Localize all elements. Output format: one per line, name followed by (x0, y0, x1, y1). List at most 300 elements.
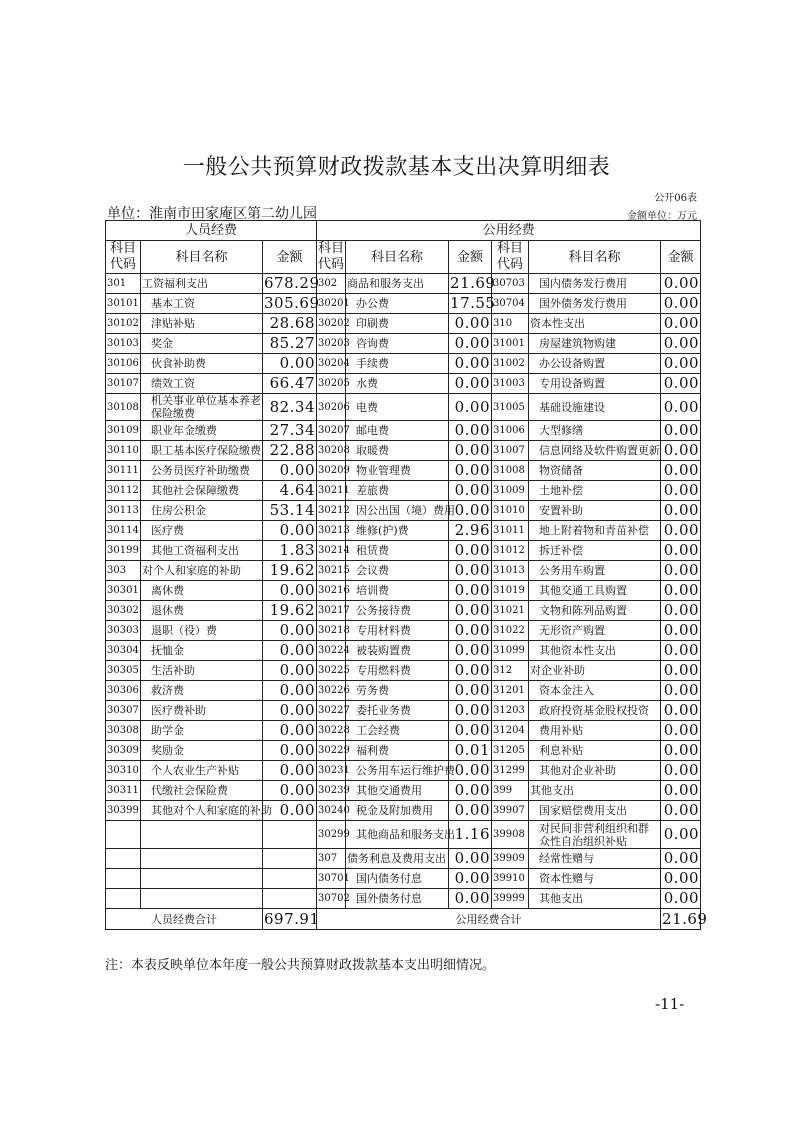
code-cell-public-1: 30216 (317, 581, 346, 601)
amount-cell-personnel: 305.69 (264, 294, 320, 312)
code-cell-personnel: 303 (106, 561, 141, 581)
code-cell-public-2: 39908 (492, 821, 529, 849)
table-row (106, 701, 701, 721)
amount-cell-public-2: 0.00 (661, 581, 701, 601)
name-cell-personnel: 救济费 (141, 681, 263, 701)
name-cell-public-1: 国内债务付息 (346, 869, 449, 889)
amount-cell-public-1: 0.00 (449, 621, 492, 641)
code-cell-public-2: 31204 (492, 721, 529, 741)
code-cell-public-2: 31005 (492, 394, 529, 421)
amount-cell-public-2: 0.00 (661, 394, 701, 421)
amount-cell-public-1: 0.00 (449, 374, 492, 394)
amount-cell-public-1: 0.00 (449, 721, 492, 741)
code-cell-public-1: 30209 (317, 461, 346, 481)
code-cell-personnel: 30108 (106, 394, 141, 421)
page-title: 一般公共预算财政拨款基本支出决算明细表 (182, 155, 611, 180)
table-row (106, 869, 701, 889)
amount-cell-personnel (263, 849, 317, 869)
name-cell-public-1: 专用材料费 (346, 621, 449, 641)
name-cell-personnel: 绩效工资 (141, 374, 263, 394)
name-cell-personnel: 其他对个人和家庭的补助 (141, 801, 263, 821)
amount-cell-personnel: 0.00 (263, 761, 317, 781)
code-cell-public-2: 31010 (492, 501, 529, 521)
name-cell-public-2: 公务用车购置 (529, 561, 661, 581)
table-row (106, 889, 701, 909)
name-cell-personnel: 伙食补助费 (141, 354, 263, 374)
name-cell-public-1: 劳务费 (346, 681, 449, 701)
amount-cell-public-2: 0.00 (661, 821, 701, 849)
amount-cell-personnel: 0.00 (263, 621, 317, 641)
code-cell-personnel: 30110 (106, 441, 141, 461)
name-cell-public-2: 基础设施建设 (529, 394, 661, 421)
code-cell-personnel: 301 (106, 274, 141, 294)
table-row (106, 821, 701, 849)
name-cell-public-2: 对企业补助 (529, 661, 661, 681)
code-cell-personnel: 30306 (106, 681, 141, 701)
amount-cell-personnel: 4.64 (263, 481, 317, 501)
name-cell-public-1: 培训费 (346, 581, 449, 601)
name-cell-public-1: 债务利息及费用支出 (346, 849, 449, 869)
code-cell-personnel: 30199 (106, 541, 141, 561)
code-cell-public-1: 30226 (317, 681, 346, 701)
name-cell-public-1: 咨询费 (346, 334, 449, 354)
name-cell-public-1: 专用燃料费 (346, 661, 449, 681)
amount-unit-label: 金额单位：万元 (627, 211, 697, 222)
header-code-3: 科目 代码 (492, 241, 529, 274)
table-row (106, 461, 701, 481)
amount-cell-personnel: 0.00 (263, 681, 317, 701)
code-cell-personnel: 30305 (106, 661, 141, 681)
form-number: 公开06表 (654, 193, 697, 204)
amount-cell-public-1: 0.00 (449, 501, 492, 521)
amount-cell-personnel: 0.00 (263, 741, 317, 761)
table-row (106, 481, 701, 501)
code-cell-personnel (106, 821, 141, 849)
code-cell-personnel: 30302 (106, 601, 141, 621)
name-cell-public-2: 地上附着物和青苗补偿 (529, 521, 661, 541)
name-cell-public-1: 其他交通费用 (346, 781, 449, 801)
code-cell-public-1: 30217 (317, 601, 346, 621)
name-cell-personnel: 职工基本医疗保险缴费 (141, 441, 263, 461)
amount-cell-personnel: 678.29 (264, 274, 320, 292)
code-cell-public-1: 30218 (317, 621, 346, 641)
table-row (106, 661, 701, 681)
name-cell-personnel: 其他社会保障缴费 (141, 481, 263, 501)
name-cell-public-1: 物业管理费 (346, 461, 449, 481)
code-cell-public-2: 31019 (492, 581, 529, 601)
name-cell-public-2: 费用补贴 (529, 721, 661, 741)
code-cell-public-1: 30201 (317, 294, 346, 314)
amount-cell-public-1: 0.00 (449, 354, 492, 374)
expenditure-table (105, 220, 708, 930)
code-cell-personnel: 30101 (106, 294, 141, 314)
table-row (106, 501, 701, 521)
code-cell-public-1: 30228 (317, 721, 346, 741)
personnel-total-value: 697.91 (264, 909, 320, 928)
code-cell-public-2: 31006 (492, 421, 529, 441)
code-cell-public-1: 30239 (317, 781, 346, 801)
name-cell-public-1: 邮电费 (346, 421, 449, 441)
amount-cell-public-2: 0.00 (661, 274, 701, 294)
footnote: 注：本表反映单位本年度一般公共预算财政拨款基本支出明细情况。 (105, 958, 496, 973)
table-row (106, 641, 701, 661)
code-cell-public-2: 31205 (492, 741, 529, 761)
amount-cell-personnel: 19.62 (263, 561, 317, 581)
code-cell-public-1: 30229 (317, 741, 346, 761)
amount-cell-public-2: 0.00 (661, 354, 701, 374)
amount-cell-public-1: 0.00 (449, 601, 492, 621)
name-cell-public-1: 水费 (346, 374, 449, 394)
amount-cell-public-1: 0.00 (449, 761, 492, 781)
amount-cell-personnel: 22.88 (263, 441, 317, 461)
header-name-2: 科目名称 (346, 241, 449, 274)
name-cell-public-2: 资本性支出 (529, 314, 661, 334)
code-cell-personnel: 30301 (106, 581, 141, 601)
code-cell-personnel: 30304 (106, 641, 141, 661)
name-cell-public-2: 国家赔偿费用支出 (529, 801, 661, 821)
name-cell-personnel (141, 889, 263, 909)
amount-cell-personnel: 85.27 (263, 334, 317, 354)
amount-cell-personnel: 0.00 (263, 801, 317, 821)
name-cell-personnel (141, 821, 263, 849)
name-cell-public-2: 土地补偿 (529, 481, 661, 501)
name-cell-personnel (141, 849, 263, 869)
amount-cell-public-1: 0.00 (449, 581, 492, 601)
code-cell-public-2: 31007 (492, 441, 529, 461)
header-code-1: 科目 代码 (106, 241, 141, 274)
amount-cell-public-1: 0.00 (449, 461, 492, 481)
code-cell-public-2: 31021 (492, 601, 529, 621)
code-cell-personnel: 30308 (106, 721, 141, 741)
code-cell-public-1: 30203 (317, 334, 346, 354)
amount-cell-public-1: 0.00 (449, 314, 492, 334)
table-row (106, 621, 701, 641)
amount-cell-personnel (263, 821, 317, 849)
amount-cell-public-1: 0.00 (449, 641, 492, 661)
amount-cell-personnel: 0.00 (263, 721, 317, 741)
public-total-value: 21.69 (662, 909, 708, 928)
code-cell-public-1: 30204 (317, 354, 346, 374)
amount-cell-public-1: 21.69 (450, 274, 496, 292)
name-cell-public-2: 经常性赠与 (529, 849, 661, 869)
amount-cell-public-2: 0.00 (661, 501, 701, 521)
amount-cell-personnel: 0.00 (263, 581, 317, 601)
name-cell-public-1: 公务用车运行维护费 (346, 761, 449, 781)
name-cell-public-1: 公务接待费 (346, 601, 449, 621)
table-row (106, 274, 701, 294)
code-cell-public-2: 31022 (492, 621, 529, 641)
name-cell-personnel: 抚恤金 (141, 641, 263, 661)
amount-cell-public-1: 0.00 (449, 889, 492, 909)
amount-cell-public-1: 0.00 (449, 781, 492, 801)
amount-cell-public-1: 0.00 (449, 661, 492, 681)
header-row-columns (106, 241, 701, 274)
name-cell-public-2: 安置补助 (529, 501, 661, 521)
name-cell-personnel: 个人农业生产补贴 (141, 761, 263, 781)
code-cell-personnel: 30114 (106, 521, 141, 541)
name-cell-public-2: 对民间非营利组织和群众性自治组织补贴 (529, 821, 661, 849)
code-cell-public-1: 30202 (317, 314, 346, 334)
amount-cell-personnel: 82.34 (263, 394, 317, 421)
name-cell-personnel: 代缴社会保险费 (141, 781, 263, 801)
amount-cell-public-1: 0.00 (449, 701, 492, 721)
name-cell-personnel: 职业年金缴费 (141, 421, 263, 441)
code-cell-personnel: 30311 (106, 781, 141, 801)
amount-cell-public-2: 0.00 (661, 294, 701, 314)
name-cell-public-2: 资本金注入 (529, 681, 661, 701)
name-cell-personnel: 津贴补贴 (141, 314, 263, 334)
code-cell-personnel (106, 849, 141, 869)
amount-cell-public-1: 0.00 (449, 441, 492, 461)
table-row (106, 581, 701, 601)
amount-cell-public-1: 0.00 (449, 334, 492, 354)
amount-cell-public-1: 0.00 (449, 869, 492, 889)
code-cell-public-2: 31299 (492, 761, 529, 781)
name-cell-personnel: 退职（役）费 (141, 621, 263, 641)
amount-cell-public-1: 0.00 (449, 481, 492, 501)
name-cell-public-1: 商品和服务支出 (346, 274, 449, 294)
code-cell-public-1: 30208 (317, 441, 346, 461)
name-cell-public-1: 国外债务付息 (346, 889, 449, 909)
header-amount-2: 金额 (449, 241, 492, 274)
code-cell-public-2: 31001 (492, 334, 529, 354)
name-cell-public-1: 福利费 (346, 741, 449, 761)
name-cell-public-1: 办公费 (346, 294, 449, 314)
table-row (106, 294, 701, 314)
code-cell-public-1: 302 (317, 274, 346, 294)
name-cell-public-2: 其他对企业补助 (529, 761, 661, 781)
code-cell-personnel: 30107 (106, 374, 141, 394)
code-cell-public-2: 39909 (492, 849, 529, 869)
name-cell-public-1: 印刷费 (346, 314, 449, 334)
code-cell-personnel: 30310 (106, 761, 141, 781)
code-cell-public-2: 31013 (492, 561, 529, 581)
name-cell-public-2: 其他支出 (529, 781, 661, 801)
code-cell-public-1: 30215 (317, 561, 346, 581)
header-name-3: 科目名称 (529, 241, 661, 274)
amount-cell-public-1: 0.01 (449, 741, 492, 761)
name-cell-public-1: 差旅费 (346, 481, 449, 501)
amount-cell-public-2: 0.00 (661, 701, 701, 721)
amount-cell-public-2: 0.00 (661, 721, 701, 741)
amount-cell-public-2: 0.00 (661, 741, 701, 761)
totals-row (106, 909, 701, 930)
name-cell-public-2: 信息网络及软件购置更新 (529, 441, 661, 461)
name-cell-public-1: 手续费 (346, 354, 449, 374)
code-cell-public-2: 31201 (492, 681, 529, 701)
amount-cell-public-2: 0.00 (661, 421, 701, 441)
name-cell-public-1: 工会经费 (346, 721, 449, 741)
code-cell-personnel: 30103 (106, 334, 141, 354)
name-cell-personnel: 退休费 (141, 601, 263, 621)
table-row (106, 681, 701, 701)
name-cell-personnel: 生活补助 (141, 661, 263, 681)
table-row (106, 314, 701, 334)
code-cell-personnel: 30106 (106, 354, 141, 374)
table-row (106, 781, 701, 801)
amount-cell-public-1: 0.00 (449, 801, 492, 821)
name-cell-public-1: 被装购置费 (346, 641, 449, 661)
name-cell-public-2: 政府投资基金股权投资 (529, 701, 661, 721)
code-cell-public-2: 310 (492, 314, 529, 334)
name-cell-public-2: 办公设备购置 (529, 354, 661, 374)
code-cell-personnel (106, 889, 141, 909)
table-row (106, 741, 701, 761)
header-personnel: 人员经费 (106, 221, 317, 241)
amount-cell-public-2: 0.00 (661, 561, 701, 581)
header-row-group (106, 221, 701, 241)
code-cell-public-1: 30701 (317, 869, 346, 889)
name-cell-personnel: 公务员医疗补助缴费 (141, 461, 263, 481)
header-code-2: 科目 代码 (318, 241, 345, 272)
name-cell-public-2: 国内债务发行费用 (529, 274, 661, 294)
code-cell-personnel: 30102 (106, 314, 141, 334)
code-cell-public-2: 399 (492, 781, 529, 801)
code-cell-personnel: 30309 (106, 741, 141, 761)
table-row (106, 541, 701, 561)
page-number: -11- (655, 995, 685, 1013)
name-cell-public-1: 因公出国（境）费用 (346, 501, 449, 521)
amount-cell-public-1: 2.96 (449, 521, 492, 541)
name-cell-public-2: 大型修缮 (529, 421, 661, 441)
table-row (106, 394, 701, 421)
name-cell-public-1: 会议费 (346, 561, 449, 581)
code-cell-public-1: 30299 (317, 821, 346, 849)
name-cell-public-2: 国外债务发行费用 (529, 294, 661, 314)
amount-cell-personnel: 27.34 (263, 421, 317, 441)
name-cell-public-2: 物资储备 (529, 461, 661, 481)
amount-cell-public-2: 0.00 (661, 541, 701, 561)
amount-cell-public-2: 0.00 (661, 661, 701, 681)
table-row (106, 374, 701, 394)
amount-cell-personnel: 0.00 (263, 461, 317, 481)
amount-cell-public-2: 0.00 (661, 869, 701, 889)
table-row (106, 421, 701, 441)
table-row (106, 761, 701, 781)
table-row (106, 441, 701, 461)
amount-cell-personnel: 0.00 (263, 701, 317, 721)
code-cell-personnel: 30307 (106, 701, 141, 721)
code-cell-public-1: 30207 (317, 421, 346, 441)
code-cell-public-1: 30214 (317, 541, 346, 561)
name-cell-public-2: 利息补贴 (529, 741, 661, 761)
code-cell-personnel: 30113 (106, 501, 141, 521)
name-cell-personnel: 奖励金 (141, 741, 263, 761)
code-cell-public-2: 31099 (492, 641, 529, 661)
amount-cell-public-2: 0.00 (661, 374, 701, 394)
name-cell-public-2: 无形资产购置 (529, 621, 661, 641)
code-cell-public-1: 30211 (317, 481, 346, 501)
amount-cell-public-2: 0.00 (661, 849, 701, 869)
name-cell-personnel: 基本工资 (141, 294, 263, 314)
amount-cell-personnel: 66.47 (263, 374, 317, 394)
code-cell-public-2: 31203 (492, 701, 529, 721)
header-amount-1: 金额 (263, 241, 317, 274)
amount-cell-public-2: 0.00 (661, 521, 701, 541)
name-cell-public-2: 专用设备购置 (529, 374, 661, 394)
code-cell-personnel: 30303 (106, 621, 141, 641)
code-cell-public-2: 30703 (492, 274, 529, 294)
code-cell-public-2: 31011 (492, 521, 529, 541)
amount-cell-public-2: 0.00 (661, 801, 701, 821)
code-cell-public-1: 30224 (317, 641, 346, 661)
unit-label: 单位：淮南市田家庵区第二幼儿园 (107, 206, 317, 222)
header-public: 公用经费 (317, 221, 701, 241)
name-cell-personnel: 住房公积金 (141, 501, 263, 521)
amount-cell-public-1: 0.00 (449, 541, 492, 561)
code-cell-personnel: 30111 (106, 461, 141, 481)
amount-cell-public-1: 17.55 (450, 294, 496, 312)
amount-cell-public-2: 0.00 (661, 481, 701, 501)
amount-cell-personnel: 19.62 (263, 601, 317, 621)
amount-cell-personnel: 1.83 (263, 541, 317, 561)
amount-cell-personnel: 0.00 (263, 354, 317, 374)
code-cell-public-1: 307 (317, 849, 346, 869)
table-row (106, 849, 701, 869)
amount-cell-public-2: 0.00 (661, 641, 701, 661)
amount-cell-personnel (263, 869, 317, 889)
code-cell-public-2: 39907 (492, 801, 529, 821)
amount-cell-public-2: 0.00 (661, 781, 701, 801)
amount-cell-public-1: 0.00 (449, 561, 492, 581)
code-cell-public-2: 31002 (492, 354, 529, 374)
name-cell-public-2: 其他支出 (529, 889, 661, 909)
name-cell-personnel: 医疗费补助 (141, 701, 263, 721)
amount-cell-public-2: 0.00 (661, 461, 701, 481)
code-cell-public-2: 31003 (492, 374, 529, 394)
code-cell-public-2: 31009 (492, 481, 529, 501)
code-cell-public-1: 30213 (317, 521, 346, 541)
amount-cell-public-1: 0.00 (449, 421, 492, 441)
public-total-label: 公用经费合计 (317, 909, 661, 930)
code-cell-public-1: 30240 (317, 801, 346, 821)
amount-cell-public-1: 0.00 (449, 681, 492, 701)
amount-cell-public-1: 0.00 (449, 394, 492, 421)
code-cell-public-2: 312 (492, 661, 529, 681)
name-cell-public-2: 其他资本性支出 (529, 641, 661, 661)
name-cell-personnel: 医疗费 (141, 521, 263, 541)
header-name-1: 科目名称 (141, 241, 263, 274)
table-row (106, 721, 701, 741)
name-cell-public-1: 取暖费 (346, 441, 449, 461)
code-cell-personnel: 30112 (106, 481, 141, 501)
amount-cell-personnel: 0.00 (263, 641, 317, 661)
name-cell-public-1: 维修(护)费 (346, 521, 449, 541)
amount-cell-personnel: 0.00 (263, 781, 317, 801)
amount-cell-public-1: 1.16 (449, 821, 492, 849)
name-cell-public-2: 资本性赠与 (529, 869, 661, 889)
name-cell-personnel: 离休费 (141, 581, 263, 601)
personnel-total-label: 人员经费合计 (106, 909, 263, 930)
amount-cell-public-2: 0.00 (661, 889, 701, 909)
name-cell-personnel: 其他工资福利支出 (141, 541, 263, 561)
name-cell-personnel: 机关事业单位基本养老保险缴费 (141, 394, 263, 421)
code-cell-public-2: 31012 (492, 541, 529, 561)
name-cell-personnel: 助学金 (141, 721, 263, 741)
code-cell-personnel: 30399 (106, 801, 141, 821)
amount-cell-personnel (263, 889, 317, 909)
code-cell-public-1: 30702 (317, 889, 346, 909)
name-cell-public-1: 其他商品和服务支出 (346, 821, 449, 849)
table-row (106, 561, 701, 581)
code-cell-public-1: 30231 (317, 761, 346, 781)
amount-cell-public-2: 0.00 (661, 681, 701, 701)
header-amount-3: 金额 (661, 241, 701, 274)
amount-cell-personnel: 53.14 (263, 501, 317, 521)
table-row (106, 334, 701, 354)
table-row (106, 601, 701, 621)
code-cell-personnel: 30109 (106, 421, 141, 441)
